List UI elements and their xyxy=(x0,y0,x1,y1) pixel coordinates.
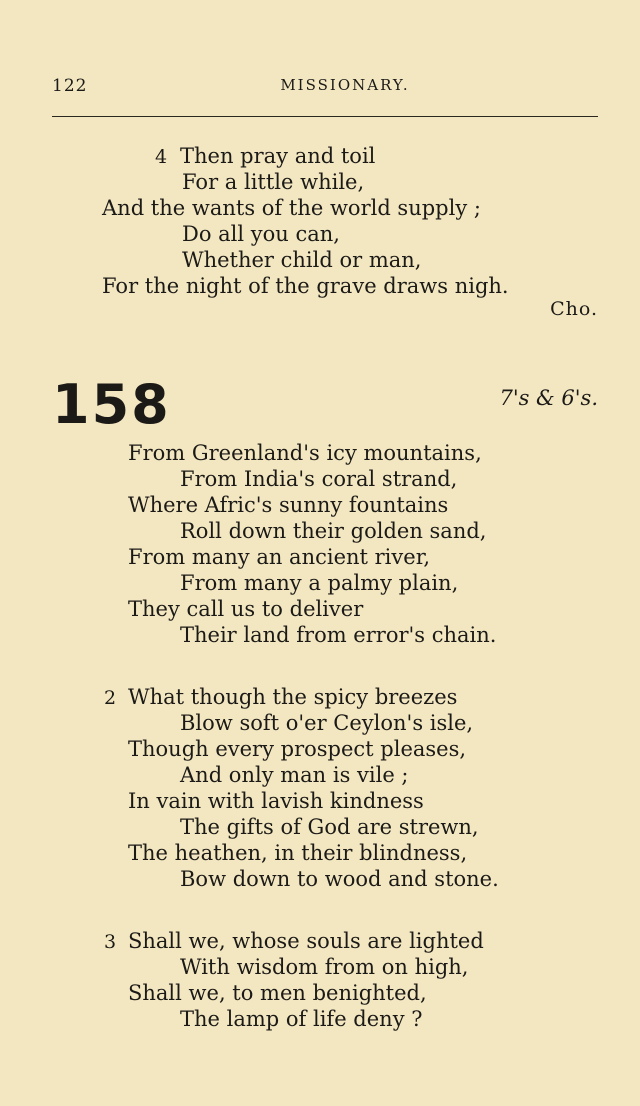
stanza-number: 3 xyxy=(104,931,117,953)
verse-line: Their land from error's chain. xyxy=(180,623,497,647)
chorus-mark: Cho. xyxy=(550,298,598,320)
verse-line: From India's coral strand, xyxy=(180,467,458,491)
verse-line: With wisdom from on high, xyxy=(180,955,469,979)
verse-line: Shall we, whose souls are lighted xyxy=(128,929,484,953)
verse-line: In vain with lavish kindness xyxy=(128,789,424,813)
verse-line: Bow down to wood and stone. xyxy=(180,867,499,891)
verse-line: The gifts of God are strewn, xyxy=(180,815,479,839)
verse-line: Where Afric's sunny fountains xyxy=(128,493,449,517)
verse-line: Blow soft o'er Ceylon's isle, xyxy=(180,711,474,735)
header-rule xyxy=(52,116,598,117)
verse-line: Shall we, to men benighted, xyxy=(128,981,427,1005)
verse-line: What though the spicy breezes xyxy=(128,685,458,709)
page-header xyxy=(52,76,598,100)
verse-line: And only man is vile ; xyxy=(180,763,409,787)
verse-line: They call us to deliver xyxy=(128,597,364,621)
running-head: MISSIONARY. xyxy=(280,76,410,94)
verse-line: And the wants of the world supply ; xyxy=(102,196,481,220)
verse-line: Roll down their golden sand, xyxy=(180,519,487,543)
verse-line: Whether child or man, xyxy=(182,248,422,272)
verse-line: Though every prospect pleases, xyxy=(128,737,467,761)
hymn-number: 158 xyxy=(52,373,171,436)
verse-line: For a little while, xyxy=(182,170,365,194)
verse-line: From many an ancient river, xyxy=(128,545,431,569)
hymn-meter: 7's & 6's. xyxy=(499,386,598,410)
verse-line: From Greenland's icy mountains, xyxy=(128,441,482,465)
verse-line: Do all you can, xyxy=(182,222,340,246)
verse-line: For the night of the grave draws nigh. xyxy=(102,274,509,298)
verse-line: From many a palmy plain, xyxy=(180,571,459,595)
page-number: 122 xyxy=(52,76,88,96)
verse-line: Then pray and toil xyxy=(180,144,376,168)
verse-line: The lamp of life deny ? xyxy=(180,1007,423,1031)
verse-line: The heathen, in their blindness, xyxy=(128,841,468,865)
stanza-number: 4 xyxy=(155,146,168,168)
stanza-number: 2 xyxy=(104,687,117,709)
